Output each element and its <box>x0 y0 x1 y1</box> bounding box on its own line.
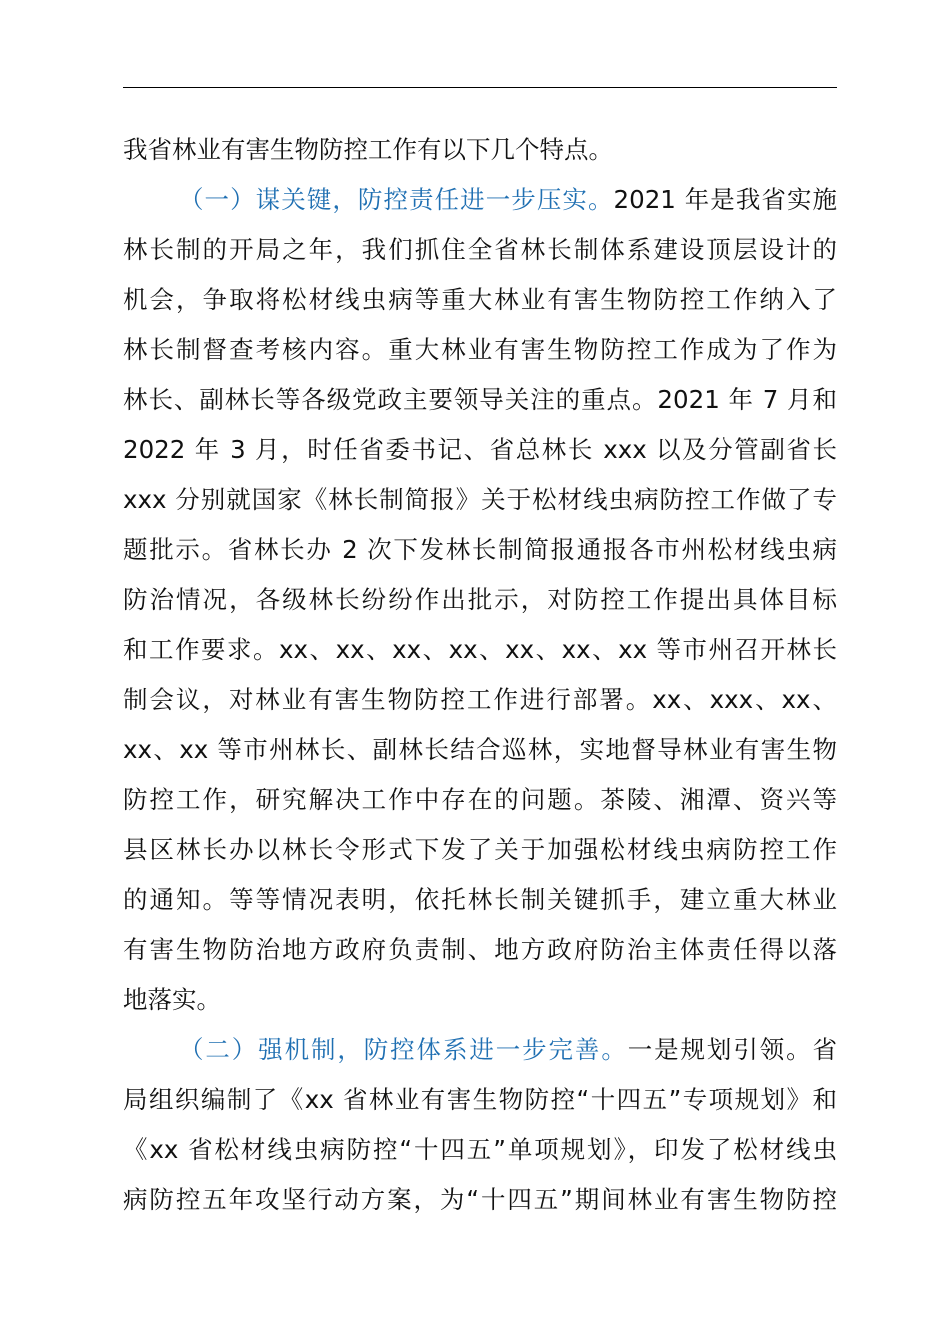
line-text: 机会，争取将松材线虫病等重大林业有害生物防控工作纳入了 <box>123 285 837 314</box>
paragraph-line <box>123 1075 837 1125</box>
paragraph-line <box>123 575 837 625</box>
paragraph-line <box>123 125 837 175</box>
paragraph-line <box>123 275 837 325</box>
paragraph-line <box>123 425 837 475</box>
line-text: 林长、副林长等各级党政主要领导关注的重点。2021 年 7 月和 <box>123 385 837 414</box>
line-text: 局组织编制了《xx 省林业有害生物防控“十四五”专项规划》和 <box>123 1085 837 1114</box>
paragraph-line <box>123 475 837 525</box>
line-text: 防治情况，各级林长纷纷作出批示，对防控工作提出具体目标 <box>123 585 837 614</box>
line-text: 林长制督查考核内容。重大林业有害生物防控工作成为了作为 <box>123 335 837 364</box>
line-text: 有害生物防治地方政府负责制、地方政府防治主体责任得以落 <box>123 935 837 964</box>
line-text: 和工作要求。xx、xx、xx、xx、xx、xx、xx 等市州召开林长 <box>123 635 837 664</box>
paragraph-line <box>123 825 837 875</box>
section-heading: （二）强机制，防控体系进一步完善。 <box>179 1035 628 1064</box>
section-heading-line <box>123 1025 837 1075</box>
paragraph-line <box>123 925 837 975</box>
paragraph-line <box>123 325 837 375</box>
line-text: 的通知。等等情况表明，依托林长制关键抓手，建立重大林业 <box>123 885 837 914</box>
line-text: xx、xx 等市州林长、副林长结合巡林，实地督导林业有害生物 <box>123 735 837 764</box>
line-text: 地落实。 <box>123 985 221 1014</box>
line-text: 制会议，对林业有害生物防控工作进行部署。xx、xxx、xx、 <box>123 685 837 714</box>
line-text: 题批示。省林长办 2 次下发林长制简报通报各市州松材线虫病 <box>123 535 837 564</box>
paragraph-line <box>123 375 837 425</box>
line-text: 林长制的开局之年，我们抓住全省林长制体系建设顶层设计的 <box>123 235 837 264</box>
paragraph-line <box>123 675 837 725</box>
line-text: 县区林长办以林长令形式下发了关于加强松材线虫病防控工作 <box>123 835 837 864</box>
section-heading: （一）谋关键，防控责任进一步压实。 <box>179 185 614 214</box>
line-text: 2021 年是我省实施 <box>613 185 838 214</box>
section-heading-line <box>123 175 837 225</box>
document-body <box>123 125 837 1225</box>
paragraph-line <box>123 525 837 575</box>
paragraph-line <box>123 1175 837 1225</box>
line-text: 一是规划引领。省 <box>627 1035 838 1064</box>
paragraph-line <box>123 1125 837 1175</box>
line-text: 《xx 省松材线虫病防控“十四五”单项规划》，印发了松材线虫 <box>123 1135 837 1164</box>
paragraph-line <box>123 225 837 275</box>
paragraph-line <box>123 875 837 925</box>
line-text: 2022 年 3 月，时任省委书记、省总林长 xxx 以及分管副省长 <box>123 435 837 464</box>
paragraph-line <box>123 625 837 675</box>
paragraph-line <box>123 775 837 825</box>
paragraph-line <box>123 975 837 1025</box>
line-text: 病防控五年攻坚行动方案，为“十四五”期间林业有害生物防控 <box>123 1185 837 1214</box>
line-text: 我省林业有害生物防控工作有以下几个特点。 <box>123 135 613 164</box>
header-rule <box>123 87 837 88</box>
line-text: xxx 分别就国家《林长制简报》关于松材线虫病防控工作做了专 <box>123 485 837 514</box>
paragraph-line <box>123 725 837 775</box>
line-text: 防控工作，研究解决工作中存在的问题。茶陵、湘潭、资兴等 <box>123 785 837 814</box>
